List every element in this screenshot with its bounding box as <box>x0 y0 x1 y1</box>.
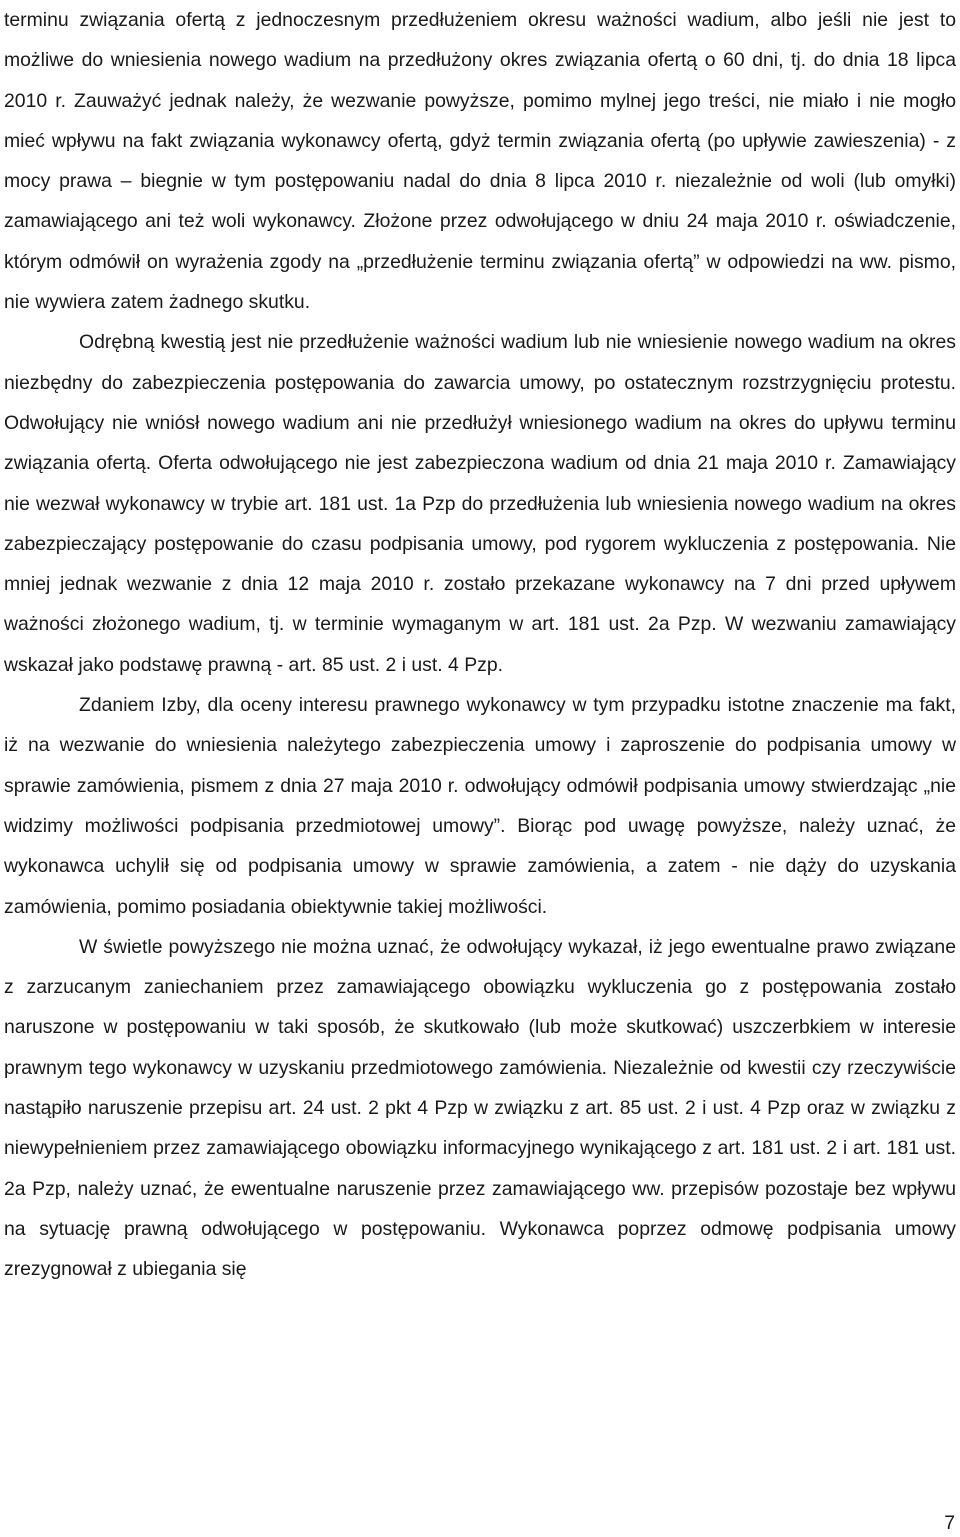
paragraph-continuation: terminu związania ofertą z jednoczesnym przedłużeniem okresu ważności wadium, albo jeśli nie jest to możliwe do wniesienia nowego wadium na przedłużony okres związania ofertą o 60 dni, tj. do dnia 18 lipca 2010 r. Zauważyć jednak należy, że wezwanie powyższe, pomimo mylnej jego treści, nie miało i nie mogło mieć wpływu na fakt związania wykonawcy ofertą, gdyż termin związania ofertą (po upływie zawieszenia) - z mocy prawa – biegnie w tym postępowaniu nadal do dnia 8 lipca 2010 r. niezależnie od woli (lub omyłki) zamawiającego ani też woli wykonawcy. Złożone przez odwołującego w dniu 24 maja 2010 r. oświadczenie, którym odmówił on wyrażenia zgody na „przedłużenie terminu związania ofertą” w odpowiedzi na ww. pismo, nie wywiera zatem żadnego skutku. <box>4 9 956 314</box>
paragraph-wadium: Odrębną kwestią jest nie przedłużenie ważności wadium lub nie wniesienie nowego wadium na okres niezbędny do zabezpieczenia postępowania do zawarcia umowy, po ostatecznym rozstrzygnięciu protestu. Odwołujący nie wniósł nowego wadium ani nie przedłużył wniesionego wadium na okres do upływu terminu związania ofertą. Oferta odwołującego nie jest zabezpieczona wadium od dnia 21 maja 2010 r. Zamawiający nie wezwał wykonawcy w trybie art. 181 ust. 1a Pzp do przedłużenia lub wniesienia nowego wadium na okres zabezpieczający postępowanie do czasu podpisania umowy, pod rygorem wykluczenia z postępowania. Nie mniej jednak wezwanie z dnia 12 maja 2010 r. zostało przekazane wykonawcy na 7 dni przed upływem ważności złożonego wadium, tj. w terminie wymaganym w art. 181 ust. 2a Pzp. W wezwaniu zamawiający wskazał jako podstawę prawną - art. 85 ust. 2 i ust. 4 Pzp. <box>4 331 956 676</box>
page-number: 7 <box>944 1512 955 1534</box>
paragraph-opinion-izby: Zdaniem Izby, dla oceny interesu prawnego wykonawcy w tym przypadku istotne znaczenie ma fakt, iż na wezwanie do wniesienia należytego zabezpieczenia umowy i zaproszenie do podpisania umowy w sprawie zamówienia, pismem z dnia 27 maja 2010 r. odwołujący odmówił podpisania umowy stwierdzając „nie widzimy możliwości podpisania przedmiotowej umowy”. Biorąc pod uwagę powyższe, należy uznać, że wykonawca uchylił się od podpisania umowy w sprawie zamówienia, a zatem - nie dąży do uzyskania zamówienia, pomimo posiadania obiektywnie takiej możliwości. <box>4 694 956 918</box>
document-body <box>4 0 956 1290</box>
paragraph-conclusion: W świetle powyższego nie można uznać, że odwołujący wykazał, iż jego ewentualne prawo związane z zarzucanym zaniechaniem przez zamawiającego obowiązku wykluczenia go z postępowania zostało naruszone w postępowaniu w taki sposób, że skutkowało (lub może skutkować) uszczerbkiem w interesie prawnym tego wykonawcy w uzyskaniu przedmiotowego zamówienia. Niezależnie od kwestii czy rzeczywiście nastąpiło naruszenie przepisu art. 24 ust. 2 pkt 4 Pzp w związku z art. 85 ust. 2 i ust. 4 Pzp oraz w związku z niewypełnieniem przez zamawiającego obowiązku informacyjnego wynikającego z art. 181 ust. 2 i art. 181 ust. 2a Pzp, należy uznać, że ewentualne naruszenie przez zamawiającego ww. przepisów pozostaje bez wpływu na sytuację prawną odwołującego w postępowaniu. Wykonawca poprzez odmowę podpisania umowy zrezygnował z ubiegania się <box>4 935 956 1281</box>
